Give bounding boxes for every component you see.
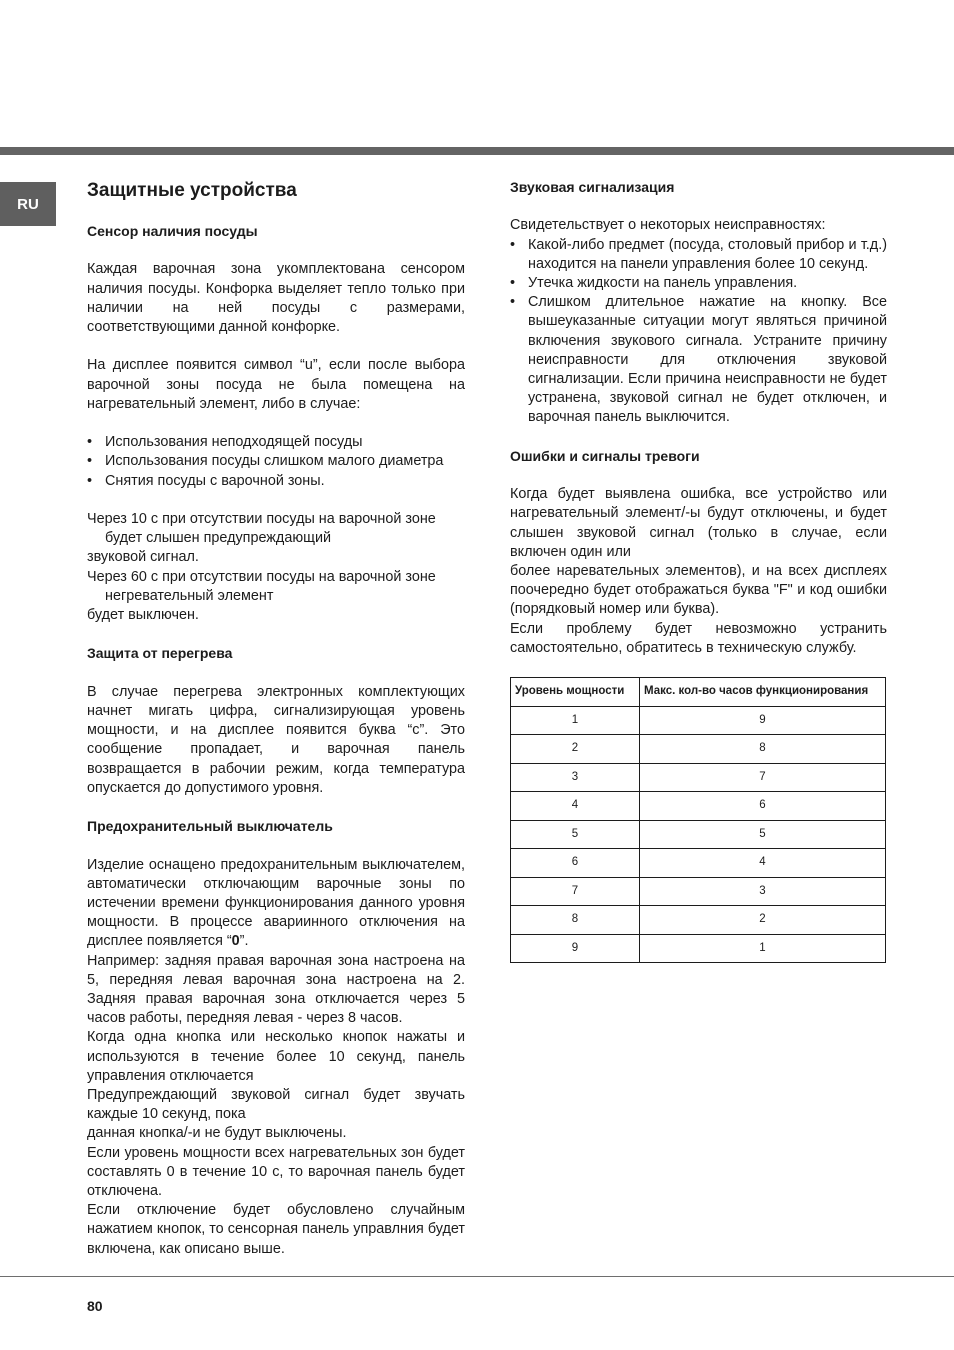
power-hours-table	[510, 677, 886, 963]
top-divider-bar	[0, 147, 954, 155]
sensor-bullet-list	[87, 433, 465, 491]
list-item: • Утечка жидкости на панель управления.	[510, 274, 887, 293]
table-cell: 8	[511, 906, 640, 935]
table-cell: 8	[640, 735, 886, 764]
list-item: • Слишком длительное нажатие на кнопку. Все вышеуказанные ситуации могут являться причиной включения звукового сигнала. Устраните причину неисправности для отключения звуковой сигнализации. Если причина неисправности не будет устранена, звуковой сигнал не будет отключен, и варочная панель выключится.	[510, 293, 887, 427]
table-cell: 2	[511, 735, 640, 764]
table-cell: 2	[640, 906, 886, 935]
header-max-hours: Макс. кол-во часов функционирования	[640, 678, 886, 707]
sensor-line-6: будет выключен.	[87, 607, 199, 623]
errors-paragraph-2: более наревательных элементов), и на всех дисплеях поочередно будет отображаться буква "F" и код ошибки (порядковый номер или буква).	[510, 563, 887, 618]
breaker-paragraph-3: Когда одна кнопка или несколько кнопок нажаты и используются в течение более 10 секунд, панель управления отключается	[87, 1029, 465, 1084]
breaker-paragraph-6: Если уровень мощности всех нагревательных зон будет составлять 0 в течение 10 с, то варочная панель будет отключена.	[87, 1144, 465, 1200]
list-item: • Использования посуды слишком малого диаметра	[87, 452, 465, 471]
language-tab: RU	[0, 182, 56, 226]
sensor-line-1: Через 10 с при отсутствии посуды на варочной зоне	[87, 510, 436, 527]
table-row	[511, 820, 886, 849]
sensor-paragraph-1: Каждая варочная зона укомплектована сенсором наличия посуды. Конфорка выделяет тепло только при наличии на ней посуды с размерами, соответствующими данной конфорке.	[87, 261, 465, 335]
table-cell: 3	[511, 763, 640, 792]
table-cell: 4	[640, 849, 886, 878]
right-column	[510, 176, 887, 963]
errors-paragraph-1: Когда будет выявлена ошибка, все устройство или нагревательный элемент/-ы будут отключены, и будет слышен звуковой сигнал (только в случае, если включен один или	[510, 486, 887, 560]
alarm-heading: Звуковая сигнализация	[510, 179, 675, 195]
overheat-heading: Защита от перегрева	[87, 645, 233, 662]
bottom-divider	[0, 1276, 954, 1277]
table-cell: 6	[640, 792, 886, 821]
sensor-paragraph-2: На дисплее появится символ “u”, если после выбора варочной зоны посуда не была помещена на нагревательный элемент, либо в случае:	[87, 357, 465, 412]
table-cell: 3	[640, 877, 886, 906]
table-row	[511, 735, 886, 764]
table-cell: 6	[511, 849, 640, 878]
table-row	[511, 877, 886, 906]
table-row	[511, 706, 886, 735]
table-cell: 1	[511, 706, 640, 735]
breaker-paragraph-5: данная кнопка/-и не будут выключены.	[87, 1125, 347, 1142]
page-number: 80	[87, 1298, 103, 1314]
table-cell: 4	[511, 792, 640, 821]
table-row	[511, 849, 886, 878]
overheat-paragraph: В случае перегрева электронных комплектующих начнет мигать цифра, сигнализирующая уровень мощности, и на дисплее появится буква “c”. Это сообщение пропадает, и варочная панель возвращается в рабочии режим, когда температура опускается до допустимого уровня.	[87, 683, 465, 796]
table-cell: 9	[511, 934, 640, 963]
list-item: • Использования неподходящей посуды	[87, 433, 465, 452]
page-title: Защитные устройства	[87, 180, 297, 201]
sensor-line-3: звуковой сигнал.	[87, 549, 199, 566]
header-power-level: Уровень мощности	[511, 678, 640, 707]
table-cell: 5	[511, 820, 640, 849]
alarm-bullet-list	[510, 236, 887, 428]
breaker-paragraph-1: Изделие оснащено предохранительным выключателем, автоматически отключающим варочные зоны по истечении времени функционирования данного уровня мощности. В процессе авариинного отключения на дисплее появляется “0”.	[87, 856, 465, 950]
sensor-line-4: Через 60 с при отсутствии посуды на варочной зоне	[87, 568, 436, 585]
table-cell: 1	[640, 934, 886, 963]
zero-symbol: 0	[231, 933, 240, 950]
table-cell: 5	[640, 820, 886, 849]
breaker-paragraph-2: Например: задняя правая варочная зона настроена на 5, передняя левая варочная зона настроена на 2. Задняя правая варочная зона отключается через 5 часов работы, передняя левая - через 8 часов.	[87, 952, 465, 1027]
errors-paragraph-3: Если проблему будет невозможно устранить самостоятельно, обратитесь в техническую службу.	[510, 620, 887, 656]
list-item: • Какой-либо предмет (посуда, столовый прибор и т.д.) находится на панели управления более 10 секунд.	[510, 236, 887, 274]
breaker-paragraph-7: Если отключение будет обусловлено случайным нажатием кнопок, то сенсорная панель управлния будет включена, как описано выше.	[87, 1202, 465, 1257]
sensor-heading: Сенсор наличия посуды	[87, 223, 258, 239]
errors-heading: Ошибки и сигналы тревоги	[510, 447, 700, 464]
table-row	[511, 934, 886, 963]
list-item: • Снятия посуды с варочной зоны.	[87, 472, 465, 491]
table-cell: 7	[511, 877, 640, 906]
table-row	[511, 763, 886, 792]
alarm-intro: Свидетельствует о некоторых неисправностях:	[510, 217, 826, 234]
left-column	[87, 176, 465, 1259]
breaker-paragraph-4: Предупреждающий звуковой сигнал будет звучать каждые 10 секунд, пока	[87, 1087, 465, 1123]
breaker-heading: Предохранительный выключатель	[87, 818, 333, 835]
table-row	[511, 906, 886, 935]
table-cell: 9	[640, 706, 886, 735]
table-row	[511, 792, 886, 821]
table-cell: 7	[640, 763, 886, 792]
table-header-row	[511, 678, 886, 707]
sensor-line-5: негревательный элемент	[105, 587, 274, 604]
sensor-line-2: будет слышен предупреждающий	[105, 530, 332, 547]
